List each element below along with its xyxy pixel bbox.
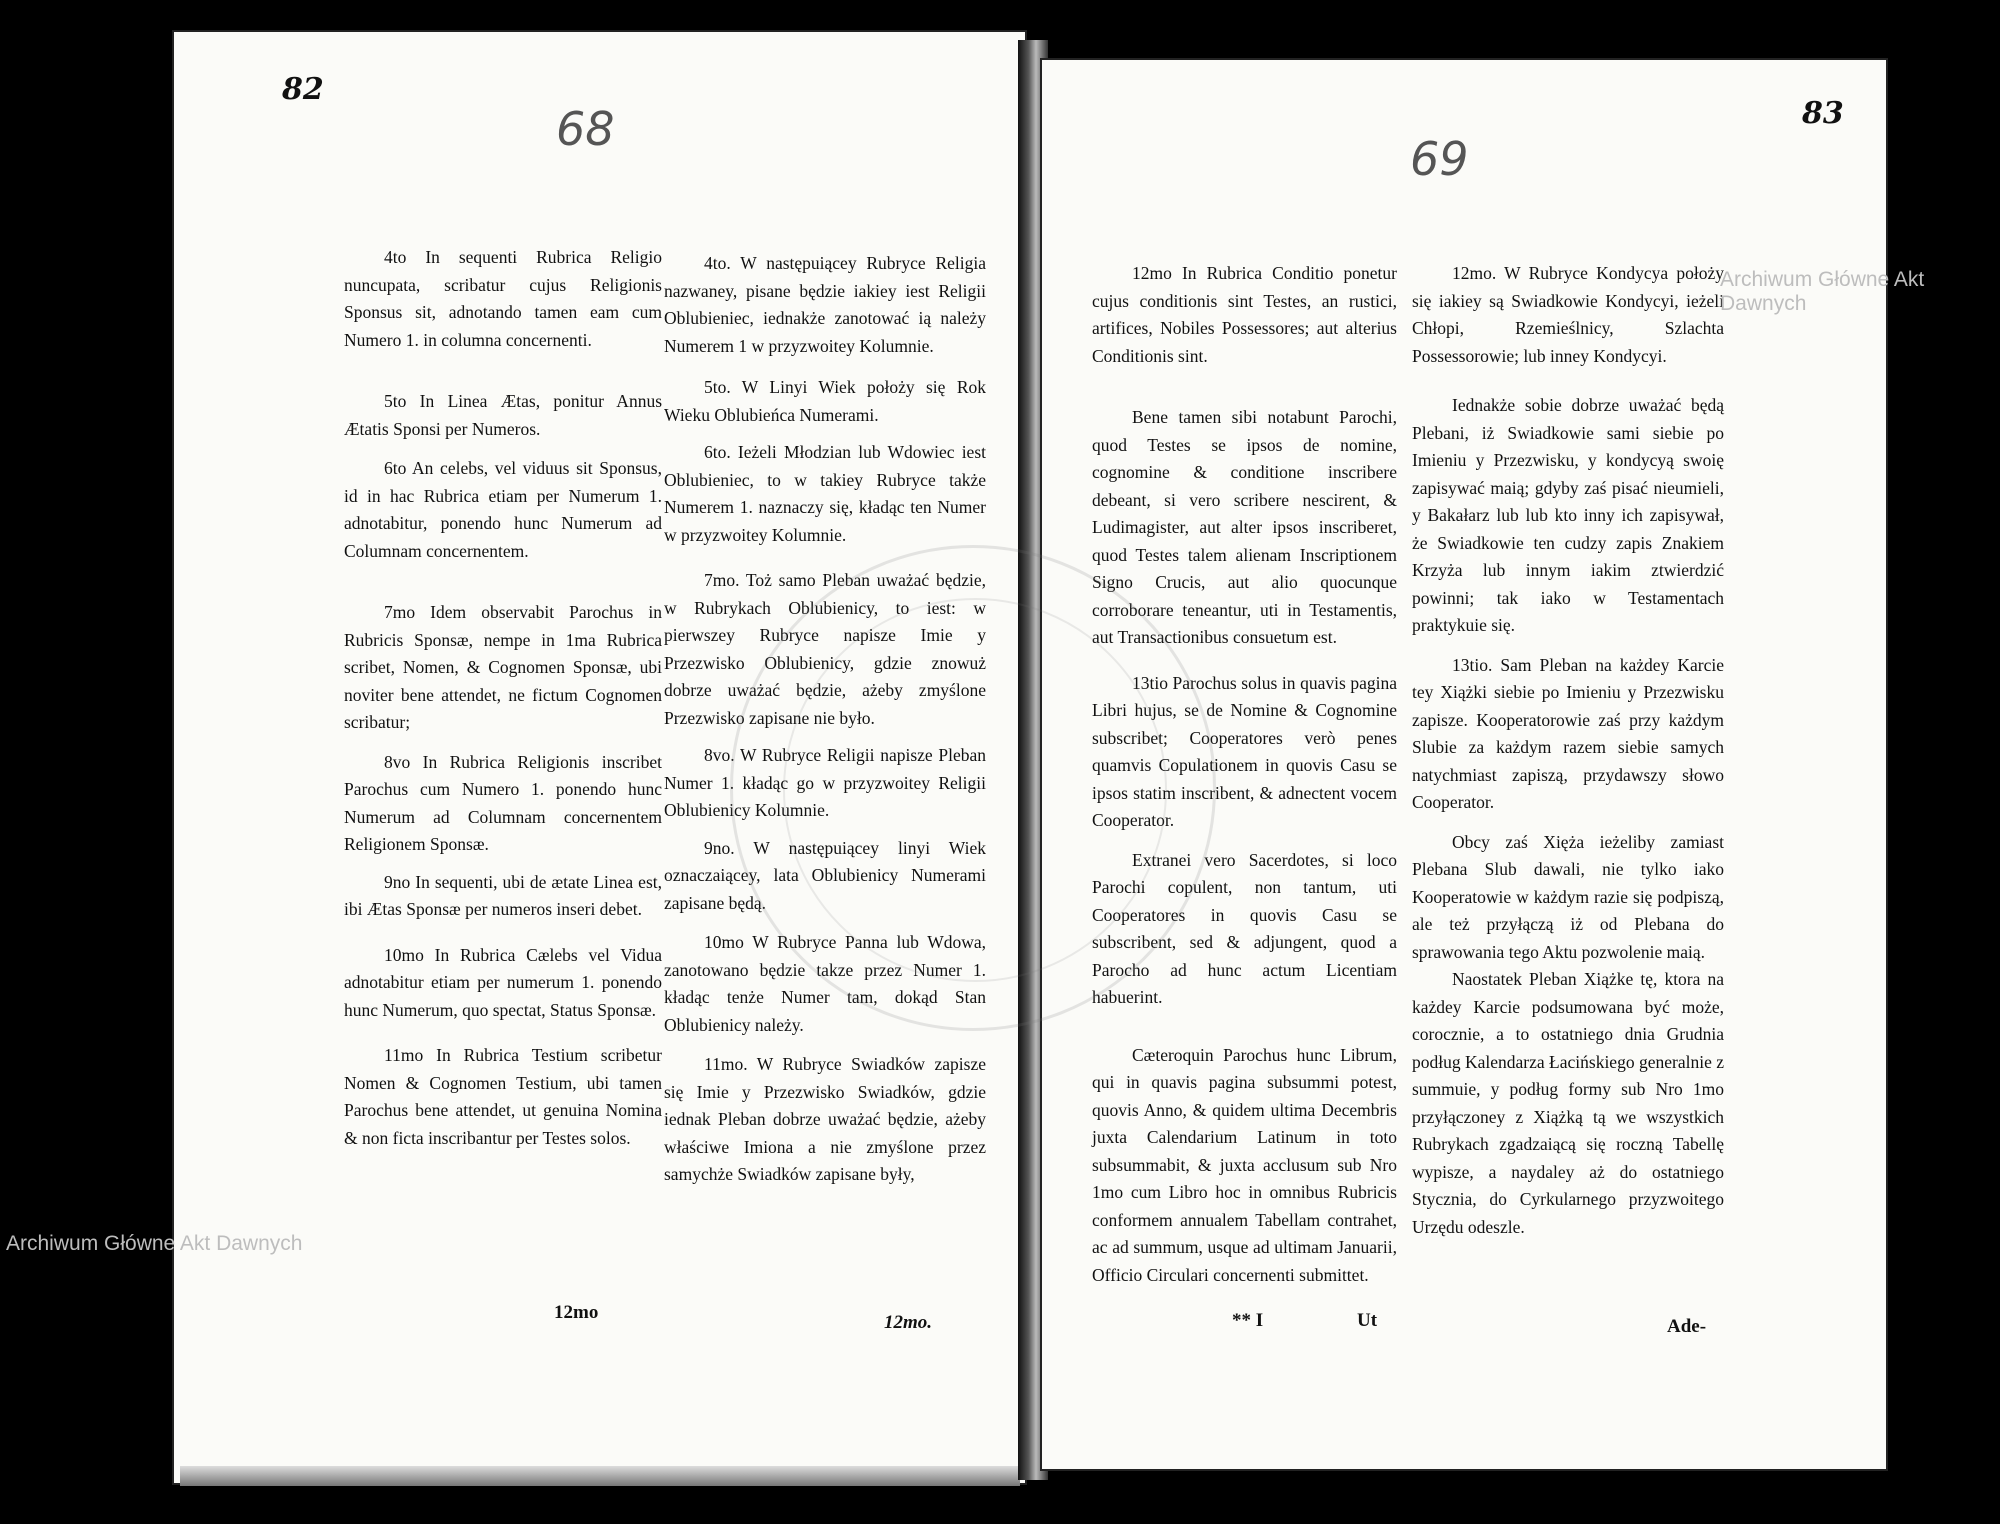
- paragraph: 13tio Parochus solus in quavis pagina Libri hujus, se de Nomine & Cognomine subscribet; Cooperatores verò penes quamvis Copulationem in quovis Casu se ipsos statim inscribent, & adnectent vocem Cooperator.: [1092, 672, 1397, 830]
- right-polish-column: [1412, 260, 1724, 1241]
- paragraph: 4to. W następuiącey Rubryce Religia nazwaney, pisane będzie iakiey iest Religii Oblubieniec, iednakże zanotować ią należy Numerem 1 w przyzwoitey Kolumnie.: [664, 253, 986, 356]
- right-catchword-latin: Ut: [1357, 1310, 1378, 1331]
- watermark-left: Archiwum Główne Akt Dawnych: [6, 1232, 303, 1255]
- paragraph: 7mo Idem observabit Parochus in Rubricis Sponsæ, nempe in 1ma Rubrica scribet, Nomen, & Cognomen Sponsæ, ubi noviter bene attendet, ne fictum Cognomen scribatur;: [344, 602, 662, 732]
- paragraph: 9no. W następuiącey linyi Wiek oznaczaiącey, lata Oblubienicy Numerami zapisane będą.: [664, 837, 986, 913]
- paragraph: 8vo. W Rubryce Religii napisze Pleban Numer 1. kładąc go w przyzwoitey Religii Oblubienicy Kolumnie.: [664, 745, 986, 820]
- archive-stamp-inner-ring: [783, 598, 1167, 982]
- paragraph: 11mo In Rubrica Testium scribetur Nomen & Cognomen Testium, ubi tamen Parochus bene attendet, ut genuina Nomina & non ficta inscribantur per Testes solos.: [344, 1045, 662, 1148]
- paragraph: 9no In sequenti, ubi de ætate Linea est, ibi Ætas Sponsæ per numeros inseri debet.: [344, 871, 662, 919]
- paragraph: 5to In Linea Ætas, ponitur Annus Ætatis Sponsi per Numeros.: [344, 391, 662, 439]
- right-folio-number: 83: [1802, 96, 1844, 131]
- signature-mark: ** I: [1232, 1310, 1264, 1331]
- left-pencil-number: 68: [556, 102, 615, 156]
- paragraph: Iednakże sobie dobrze uważać będą Plebani, iż Swiadkowie sami siebie po Imieniu y Przezwisku, y kondycyą swoię zapisywać maią; gdyby zaś pisać nieumieli, y Bakałarz lub lub kto inny ich zapisywał, że Swiadkowie ten cudzy zapis Znakiem Krzyża lub innym iakim ztwierdzić powinni; tak iako w Testamentach praktykuie się.: [1412, 395, 1724, 635]
- paragraph: Extranei vero Sacerdotes, si loco Parochi copulent, non tantum, uti Cooperatores in quovis Casu se subscribent, sed & adjungent, quod a Parocho ad hunc actum Licentiam habuerint.: [1092, 849, 1397, 1007]
- left-catchword-latin: 12mo: [554, 1302, 599, 1323]
- paragraph: 6to. Ieżeli Młodzian lub Wdowiec iest Oblubieniec, to w takiey Rubryce także Numerem 1. naznaczy się, kładąc ten Numer w przyzwoitey Kolumnie.: [664, 442, 986, 545]
- watermark-right: Archiwum Główne Akt Dawnych: [1720, 268, 1925, 315]
- paragraph: 10mo W Rubryce Panna lub Wdowa, zanotowano będzie takze przez Numer 1. kładąc tenże Numer tam, dokąd Stan Oblubienicy należy.: [664, 932, 986, 1035]
- paragraph: 12mo. W Rubryce Kondycya położy się iakiey są Swiadkowie Kondycyi, ieżeli Chłopi, Rzemieślnicy, Szlachta Possessorowie; lub inney Kondycyi.: [1412, 263, 1724, 366]
- paragraph: 7mo. Toż samo Pleban uważać będzie, w Rubrykach Oblubienicy, to iest: w pierwszey Rubryce napisze Imie y Przezwisko Oblubienicy, gdzie znowuż dobrze uważać będzie, ażeby zmyślone Przezwisko zapisane nie było.: [664, 570, 986, 728]
- paragraph: 4to In sequenti Rubrica Religio nuncupata, scribatur cujus Religionis Sponsus sit, adnotando tamen eam cum Numero 1. in columna concernenti.: [344, 247, 662, 350]
- paragraph: 13tio. Sam Pleban na każdey Karcie tey Xiążki siebie po Imieniu y Przezwisku zapisze. Kooperatorowie zaś przy każdym Slubie za każdym razem siebie samych natychmiast zapiszą, przydawszy słowo Cooperator.: [1412, 654, 1724, 812]
- paragraph: 11mo. W Rubryce Swiadków zapisze się Imie y Przezwisko Swiadków, gdzie iednak Pleban dobrze uważać będzie, ażeby właściwe Imiona a nie zmyślone przez samychże Swiadków zapisane były,: [664, 1054, 986, 1184]
- left-folio-number: 82: [282, 72, 324, 107]
- left-latin-column: [344, 244, 662, 1152]
- paragraph: 8vo In Rubrica Religionis inscribet Parochus cum Numero 1. ponendo hunc Numerum ad Columnam concernentem Religionem Sponsæ.: [344, 751, 662, 854]
- paragraph: 10mo In Rubrica Cælebs vel Vidua adnotabitur etiam per numerum 1. ponendo hunc Numerum, quo spectat, Status Sponsæ.: [344, 944, 662, 1020]
- paragraph: Bene tamen sibi notabunt Parochi, quod Testes se ipsos de nomine, cognomine & conditione inscribere debeant, si vero scribere nescirent, & Ludimagister, aut alter ipsos inscriberet, quod Testes talem alienam Inscriptionem Signo Crucis, aut alio quocunque corroborare teneantur, uti in Testamentis, aut Transactionibus consuetum est.: [1092, 407, 1397, 647]
- paragraph: Naostatek Pleban Xiążke tę, ktora na każdey Karcie podsumowana być może, corocznie, a to ostatniego dnia Grudnia podług Kalendarza Łacińskiego generalnie z summuie, y podług formy sub Nro 1mo przyłączoney z Xiążką tą we wszystkich Rubrykach zgadzaiącą się roczną Tabellę wypisze, a naydaley aż do ostatniego Stycznia, do Cyrkularnego przyzwoitego Urzędu odeszle.: [1412, 969, 1724, 1237]
- left-catchword-polish: 12mo.: [884, 1312, 933, 1333]
- right-pencil-number: 69: [1410, 132, 1469, 186]
- paragraph: 5to. W Linyi Wiek położy się Rok Wieku Oblubieńca Numerami.: [664, 377, 986, 425]
- paragraph: Cæteroquin Parochus hunc Librum, qui in quavis pagina subsummi potest, quovis Anno, & quidem ultima Decembris juxta Calendarium Latinum in toto subsummabit, & juxta acclusum sub Nro 1mo cum Libro hoc in omnibus Rubricis conformem annualem Tabellam contrahet, ac ad summum, usque ad ultimam Januarii, Officio Circulari concernenti submittet.: [1092, 1044, 1397, 1285]
- paragraph: 12mo In Rubrica Conditio ponetur cujus conditionis sint Testes, an rustici, artifices, Nobiles Possessores; aut alterius Conditionis sint.: [1092, 263, 1397, 366]
- right-catchword-polish: Ade-: [1667, 1316, 1707, 1337]
- archive-stamp: [730, 545, 1216, 1031]
- paragraph: 6to An celebs, vel viduus sit Sponsus, id in hac Rubrica etiam per Numerum 1. adnotabitur, ponendo hunc Numerum ad Columnam concernentem.: [344, 458, 662, 561]
- page-shadow: [180, 1466, 1020, 1486]
- paragraph: Obcy zaś Xięża ieżeliby zamiast Plebana Slub dawali, nie tylko iako Kooperatowie w każdym razie się podpiszą, ale też przyłączą iż od Plebana do sprawowania tego Aktu pozwolenie maią.: [1412, 831, 1724, 962]
